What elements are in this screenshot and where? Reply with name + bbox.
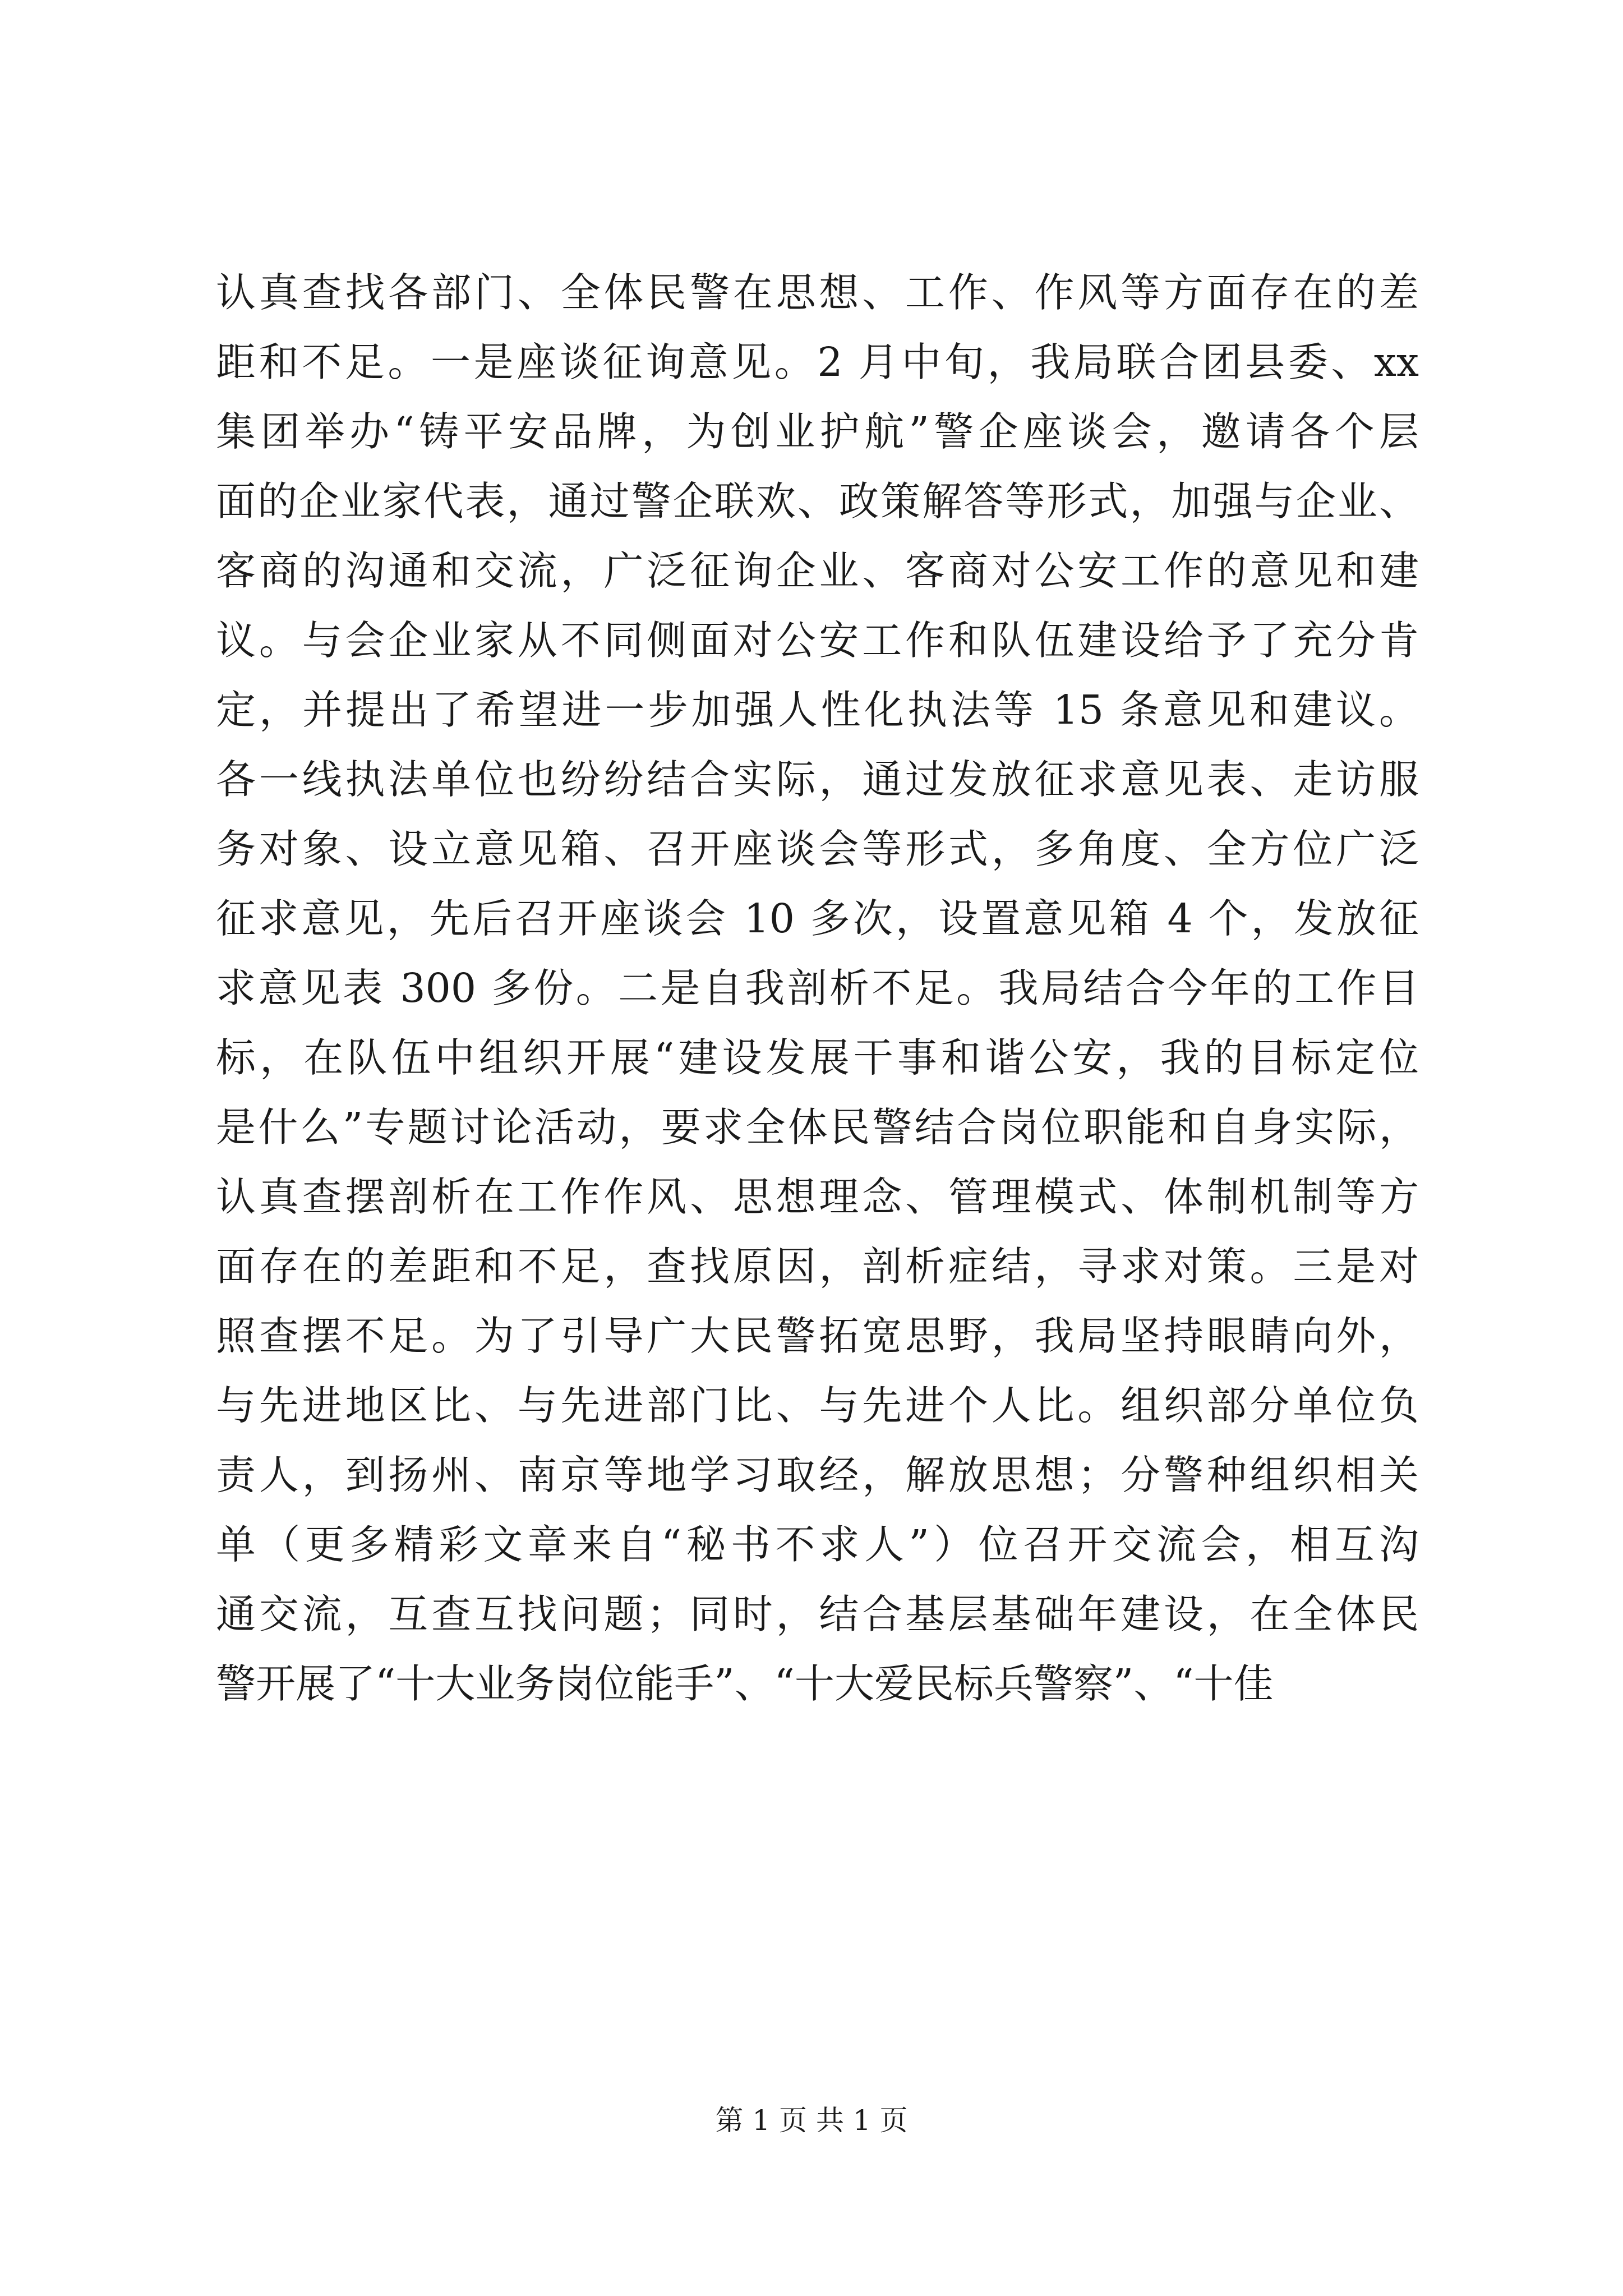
text-line: 通交流，互查互找问题；同时，结合基层基础年建设，在全体民 [216,1591,1419,1637]
text-line: 认真查找各部门、全体民警在思想、工作、作风等方面存在的差 [216,269,1419,316]
text-line: 征求意见，先后召开座谈会 10 多次，设置意见箱 4 个，发放征 [216,895,1419,942]
text-line: 面的企业家代表，通过警企联欢、政策解答等形式，加强与企业、 [216,478,1419,524]
body-text [216,258,1419,1719]
text-line: 与先进地区比、与先进部门比、与先进个人比。组织部分单位负 [216,1382,1419,1429]
text-line: 议。与会企业家从不同侧面对公安工作和队伍建设给予了充分肯 [216,617,1419,664]
text-line: 警开展了“十大业务岗位能手”、“十大爱民标兵警察”、“十佳 [216,1660,1274,1707]
text-line: 照查摆不足。为了引导广大民警拓宽思野，我局坚持眼睛向外， [216,1313,1419,1359]
text-line: 求意见表 300 多份。二是自我剖析不足。我局结合今年的工作目 [216,965,1419,1011]
text-line: 面存在的差距和不足，查找原因，剖析症结，寻求对策。三是对 [216,1243,1419,1290]
page-number-label: 第 1 页 共 1 页 [715,2104,908,2137]
text-line: 单（更多精彩文章来自“秘书不求人”）位召开交流会，相互沟 [216,1521,1419,1568]
text-line: 务对象、设立意见箱、召开座谈会等形式，多角度、全方位广泛 [216,826,1419,872]
text-line: 标，在队伍中组织开展“建设发展干事和谐公安，我的目标定位 [216,1034,1419,1081]
text-line: 距和不足。一是座谈征询意见。2 月中旬，我局联合团县委、xx [216,339,1419,385]
text-line: 责人，到扬州、南京等地学习取经，解放思想；分警种组织相关 [216,1452,1419,1498]
text-line: 定，并提出了希望进一步加强人性化执法等 15 条意见和建议。 [216,687,1419,733]
page-footer [0,2101,1623,2140]
text-line: 集团举办“铸平安品牌，为创业护航”警企座谈会，邀请各个层 [216,408,1419,455]
text-line: 认真查摆剖析在工作作风、思想理念、管理模式、体制机制等方 [216,1174,1419,1220]
text-line: 各一线执法单位也纷纷结合实际，通过发放征求意见表、走访服 [216,756,1419,803]
text-line: 客商的沟通和交流，广泛征询企业、客商对公安工作的意见和建 [216,547,1419,594]
text-line: 是什么”专题讨论活动，要求全体民警结合岗位职能和自身实际， [216,1104,1419,1151]
